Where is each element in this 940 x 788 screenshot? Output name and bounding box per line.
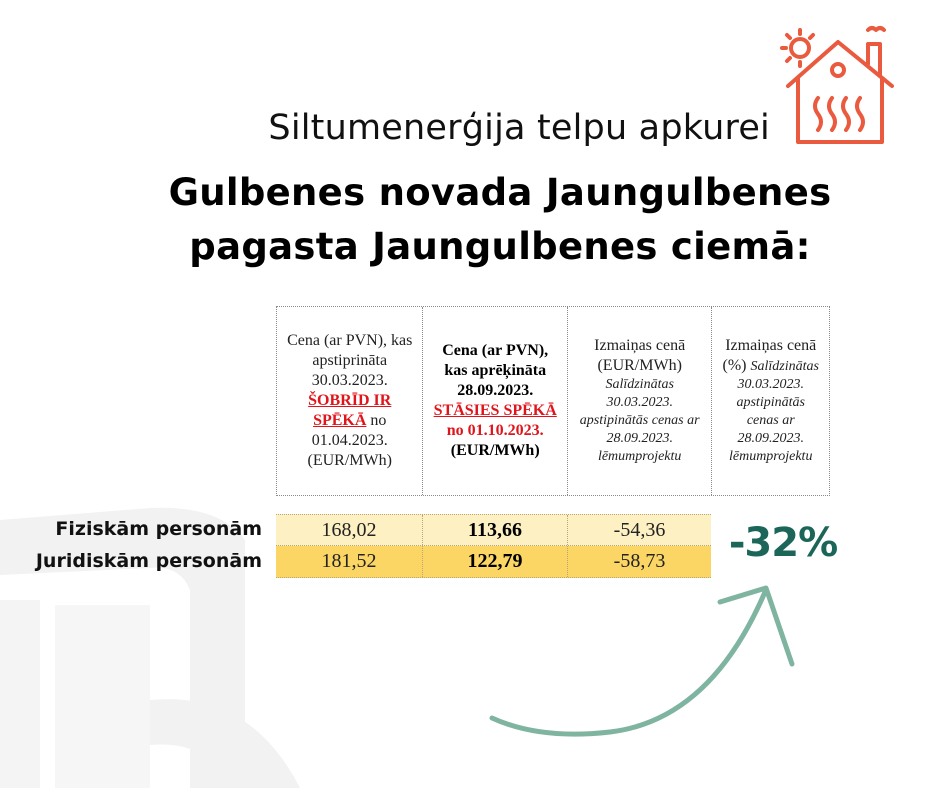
title-line-2: Gulbenes novada Jaungulbenes	[168, 171, 832, 214]
in-force-now-label: ŠOBRĪD IR	[308, 392, 392, 409]
curved-arrow-icon	[480, 580, 810, 750]
price-table-header	[276, 306, 830, 496]
price-change-cell: -54,36	[613, 518, 666, 541]
percent-change-value: -32%	[728, 520, 838, 566]
current-price-cell: 181,52	[276, 546, 423, 577]
title-line-3: pagasta Jaungulbenes ciemā:	[189, 225, 811, 268]
house-with-sun-heat-icon	[770, 18, 900, 148]
table-row	[276, 514, 711, 546]
current-price-cell: 168,02	[276, 515, 423, 545]
price-change-cell: -58,73	[613, 550, 666, 572]
row-label-legal-entities: Juridiskām personām	[35, 550, 262, 572]
effective-date-label: no 01.10.2023.	[446, 422, 544, 439]
new-price-cell: 122,79	[423, 546, 568, 577]
row-label-individuals: Fiziskām personām	[55, 518, 262, 540]
table-row	[276, 546, 711, 578]
new-price-cell: 113,66	[423, 515, 568, 545]
header-current-price: Cena (ar PVN), kas apstiprināta 30.03.2023. ŠOBRĪD IR SPĒKĀ no 01.04.2023. (EUR/MWh)	[277, 307, 423, 495]
header-new-price: Cena (ar PVN), kas aprēķināta 28.09.2023. STĀSIES SPĒKĀ no 01.10.2023. (EUR/MWh)	[423, 307, 567, 495]
title-line-1: Siltumenerģija telpu apkurei	[268, 108, 770, 148]
header-change-percent: Izmaiņas cenā (%) Salīdzinātas 30.03.2023. apstipinātās cenas ar 28.09.2023. lēmumprojektu	[722, 337, 819, 464]
in-force-label: SPĒKĀ	[313, 412, 367, 429]
will-take-effect-label: STĀSIES SPĒKĀ	[433, 402, 557, 419]
header-change-eur: Izmaiņas cenā (EUR/MWh) Salīdzinātas 30.03.2023. apstipinātās cenas ar 28.09.2023. lēmumprojektu	[568, 307, 712, 495]
